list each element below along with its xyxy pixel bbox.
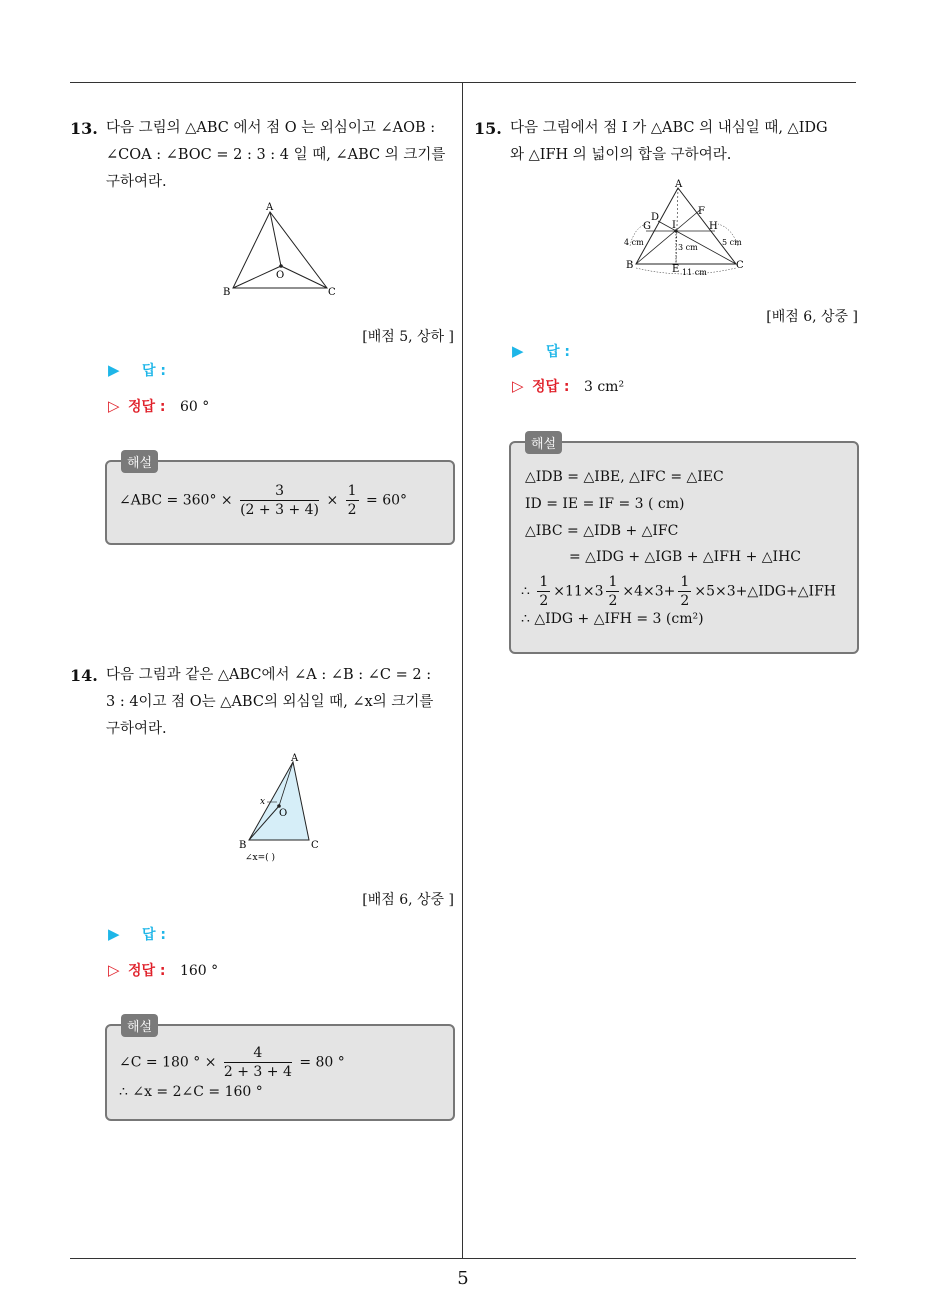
question-text-line: 3 : 4이고 점 O는 △ABC의 외심일 때, ∠x의 크기를 [106,694,434,710]
numerator: 1 [608,574,618,590]
fraction [224,1044,292,1081]
denominator: 2 [608,593,618,609]
denominator: 2 [539,593,549,609]
solution-line: ∴ △IDG + △IFH = 3 (cm²) [521,611,704,627]
solution-line: ID = IE = IF = 3 ( cm) [525,496,685,512]
label-C: C [736,260,744,271]
outline-triangle-icon: ▷ [108,961,120,979]
formula-part: ×5×3+△IDG+△IFH [694,583,837,600]
solution-line: △IDB = △IBE, △IFC = △IEC [525,469,724,485]
solution-formula [119,1044,345,1081]
solution-tag: 해설 [121,450,158,473]
label-B: B [239,840,247,851]
label-A: A [266,202,274,213]
fraction [537,573,550,610]
answer-label: 답 : [546,344,570,360]
label-G: G [643,221,651,232]
numerator: 1 [680,574,690,590]
solution-box [105,1020,455,1121]
correct-answer-row [108,396,209,416]
solution-tag: 해설 [121,1014,158,1037]
label-H: H [709,221,718,232]
numerator: 1 [347,483,357,499]
length-label: 4 cm [624,238,644,247]
question-number: 14. [70,666,98,685]
filled-triangle-icon: ▶ [512,342,524,360]
question-13 [70,115,456,196]
answer-row [512,341,570,361]
numerator: 3 [240,482,319,501]
question-text-line: 다음 그림과 같은 △ABC에서 ∠A : ∠B : ∠C = 2 : [106,667,432,683]
solution-tag: 해설 [525,431,562,454]
question-number: 15. [474,119,502,138]
denominator: 2 [680,593,690,609]
answer-row [108,924,166,944]
score-label: [배점 6, 상중 ] [362,892,454,908]
label-I: I [672,220,676,231]
formula-rhs: = 60° [366,492,408,509]
correct-answer-row [108,960,218,980]
page-number: 5 [457,1268,469,1289]
length-label: 11 cm [682,268,707,277]
label-B: B [626,260,634,271]
formula-rhs: = 80 ° [299,1054,345,1071]
answer-label: 답 : [142,927,166,943]
question-text-line: 다음 그림에서 점 I 가 △ABC 의 내심일 때, △IDG [510,120,828,136]
outline-triangle-icon: ▷ [108,397,120,415]
correct-answer-value: 160 ° [179,963,219,979]
answer-label: 답 : [142,363,166,379]
correct-answer-value: 60 ° [179,399,210,415]
fraction [678,573,691,610]
score-label: [배점 6, 상중 ] [766,309,858,325]
solution-box [509,437,859,654]
q14-figure [235,750,335,866]
top-rule [70,82,856,83]
figure-caption: ∠x=( ) [245,853,276,863]
label-F: F [698,206,705,217]
question-text-line: 다음 그림의 △ABC 에서 점 O 는 외심이고 ∠AOB : [106,120,436,136]
formula-lhs: ∠ABC = 360° × [119,492,233,509]
bottom-rule [70,1258,856,1259]
formula-part: ×4×3+ [622,583,676,600]
length-label: 3 cm [678,243,698,252]
question-text-line: 와 △IFH 의 넓이의 합을 구하여라. [510,147,732,163]
correct-answer-row [512,376,624,396]
question-text-line: 구하여라. [106,174,167,190]
times-sign: × [326,492,339,509]
numerator: 1 [539,574,549,590]
filled-triangle-icon: ▶ [108,361,120,379]
question-number: 13. [70,119,98,138]
question-text-line: 구하여라. [106,721,167,737]
fraction [240,482,319,519]
correct-answer-label: 정답 : [128,963,166,979]
denominator: 2 + 3 + 4 [223,1064,292,1080]
solution-line: △IBC = △IDB + △IFC [525,523,679,539]
denominator: 2 [347,502,357,518]
numerator: 4 [224,1044,292,1063]
formula-lhs: ∠C = 180 ° × [119,1054,217,1071]
label-O: O [279,808,288,819]
correct-answer-value: 3 cm² [583,379,625,395]
correct-answer-label: 정답 : [532,379,570,395]
question-15 [474,115,860,169]
length-label: 5 cm [722,238,742,247]
solution-line: = △IDG + △IGB + △IFH + △IHC [569,549,801,565]
q15-figure [620,176,750,280]
answer-row [108,360,166,380]
label-B: B [223,287,231,298]
outline-triangle-icon: ▷ [512,377,524,395]
score-label: [배점 5, 상하 ] [362,329,454,345]
denominator: (2 + 3 + 4) [240,502,320,518]
solution-formula [119,482,407,519]
fraction [606,573,619,610]
therefore-sign: ∴ [521,583,530,600]
solution-line: ∴ ∠x = 2∠C = 160 ° [119,1084,263,1100]
column-divider [462,83,463,1258]
solution-formula [521,573,836,610]
label-E: E [672,264,680,275]
label-D: D [651,212,660,223]
correct-answer-label: 정답 : [128,399,166,415]
question-text-line: ∠COA : ∠BOC = 2 : 3 : 4 일 때, ∠ABC 의 크기를 [106,147,446,163]
label-x: x [260,797,266,807]
question-14 [70,662,456,743]
q13-figure [215,198,345,300]
solution-box [105,456,455,545]
label-O: O [276,270,285,281]
label-C: C [311,840,319,851]
label-C: C [328,287,336,298]
filled-triangle-icon: ▶ [108,925,120,943]
label-A: A [675,179,683,190]
formula-part: ×11×3 [553,583,604,600]
fraction [346,482,359,519]
label-A: A [291,753,299,764]
